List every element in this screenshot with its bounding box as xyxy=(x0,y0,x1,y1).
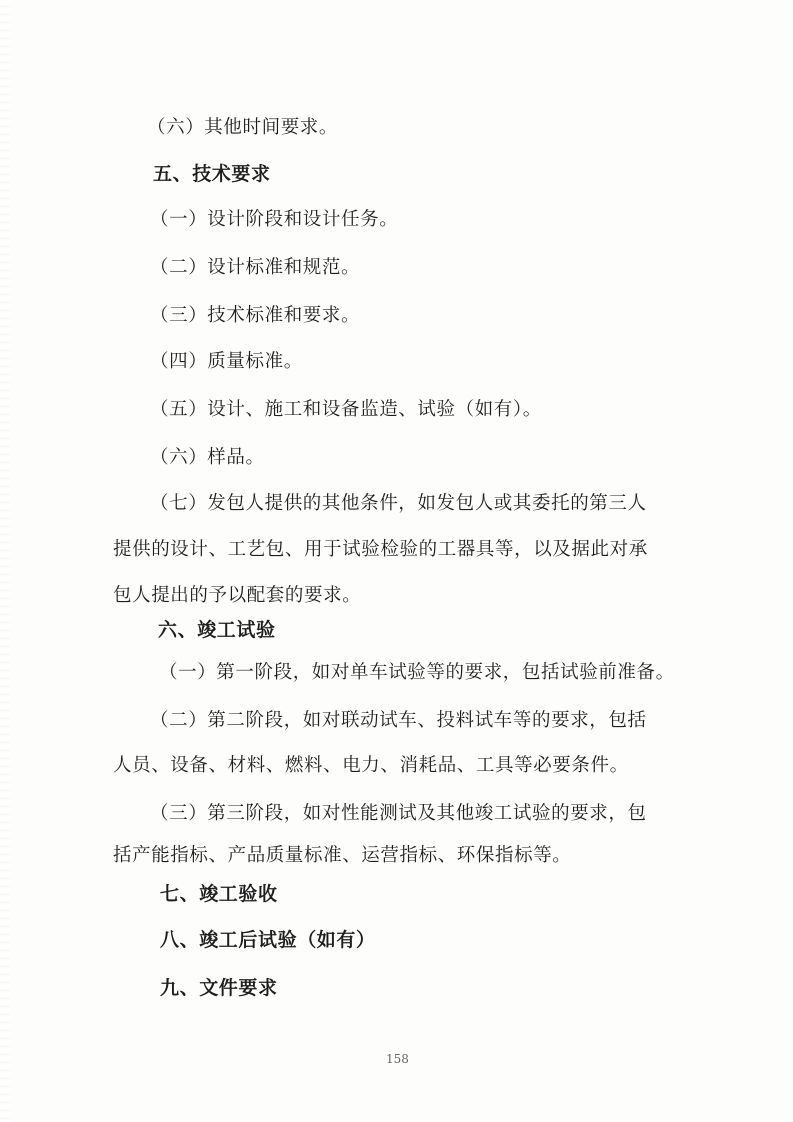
text-line: 提供的设计、工艺包、用于试验检验的工器具等，以及据此对承 xyxy=(113,539,648,560)
section-heading: 五、技术要求 xyxy=(153,163,271,185)
text-line: （四）质量标准。 xyxy=(150,351,303,372)
text-line: （三）第三阶段，如对性能测试及其他竣工试验的要求，包 xyxy=(150,803,647,824)
scan-edge xyxy=(0,0,10,1122)
text-line: （三）技术标准和要求。 xyxy=(150,305,361,326)
text-line: （一）设计阶段和设计任务。 xyxy=(150,209,399,230)
text-line: （六）样品。 xyxy=(150,447,265,468)
text-line: （二）第二阶段，如对联动试车、投料试车等的要求，包括 xyxy=(150,710,647,731)
section-heading: 六、竣工试验 xyxy=(158,619,276,641)
section-heading: 七、竣工验收 xyxy=(160,883,278,905)
text-line: （七）发包人提供的其他条件，如发包人或其委托的第三人 xyxy=(150,493,647,514)
section-heading: 八、竣工后试验（如有） xyxy=(160,929,376,951)
text-line: （五）设计、施工和设备监造、试验（如有）。 xyxy=(150,399,542,420)
text-line: （一）第一阶段，如对单车试验等的要求，包括试验前准备。 xyxy=(159,662,675,683)
text-line: 人员、设备、材料、燃料、电力、消耗品、工具等必要条件。 xyxy=(113,755,629,776)
text-line: 括产能指标、产品质量标准、运营指标、环保指标等。 xyxy=(113,845,572,866)
text-line: （六）其他时间要求。 xyxy=(147,117,339,138)
section-heading: 九、文件要求 xyxy=(160,977,278,999)
page-number: 158 xyxy=(386,1052,409,1066)
text-line: （二）设计标准和规范。 xyxy=(150,257,361,278)
text-line: 包人提出的予以配套的要求。 xyxy=(113,585,362,606)
